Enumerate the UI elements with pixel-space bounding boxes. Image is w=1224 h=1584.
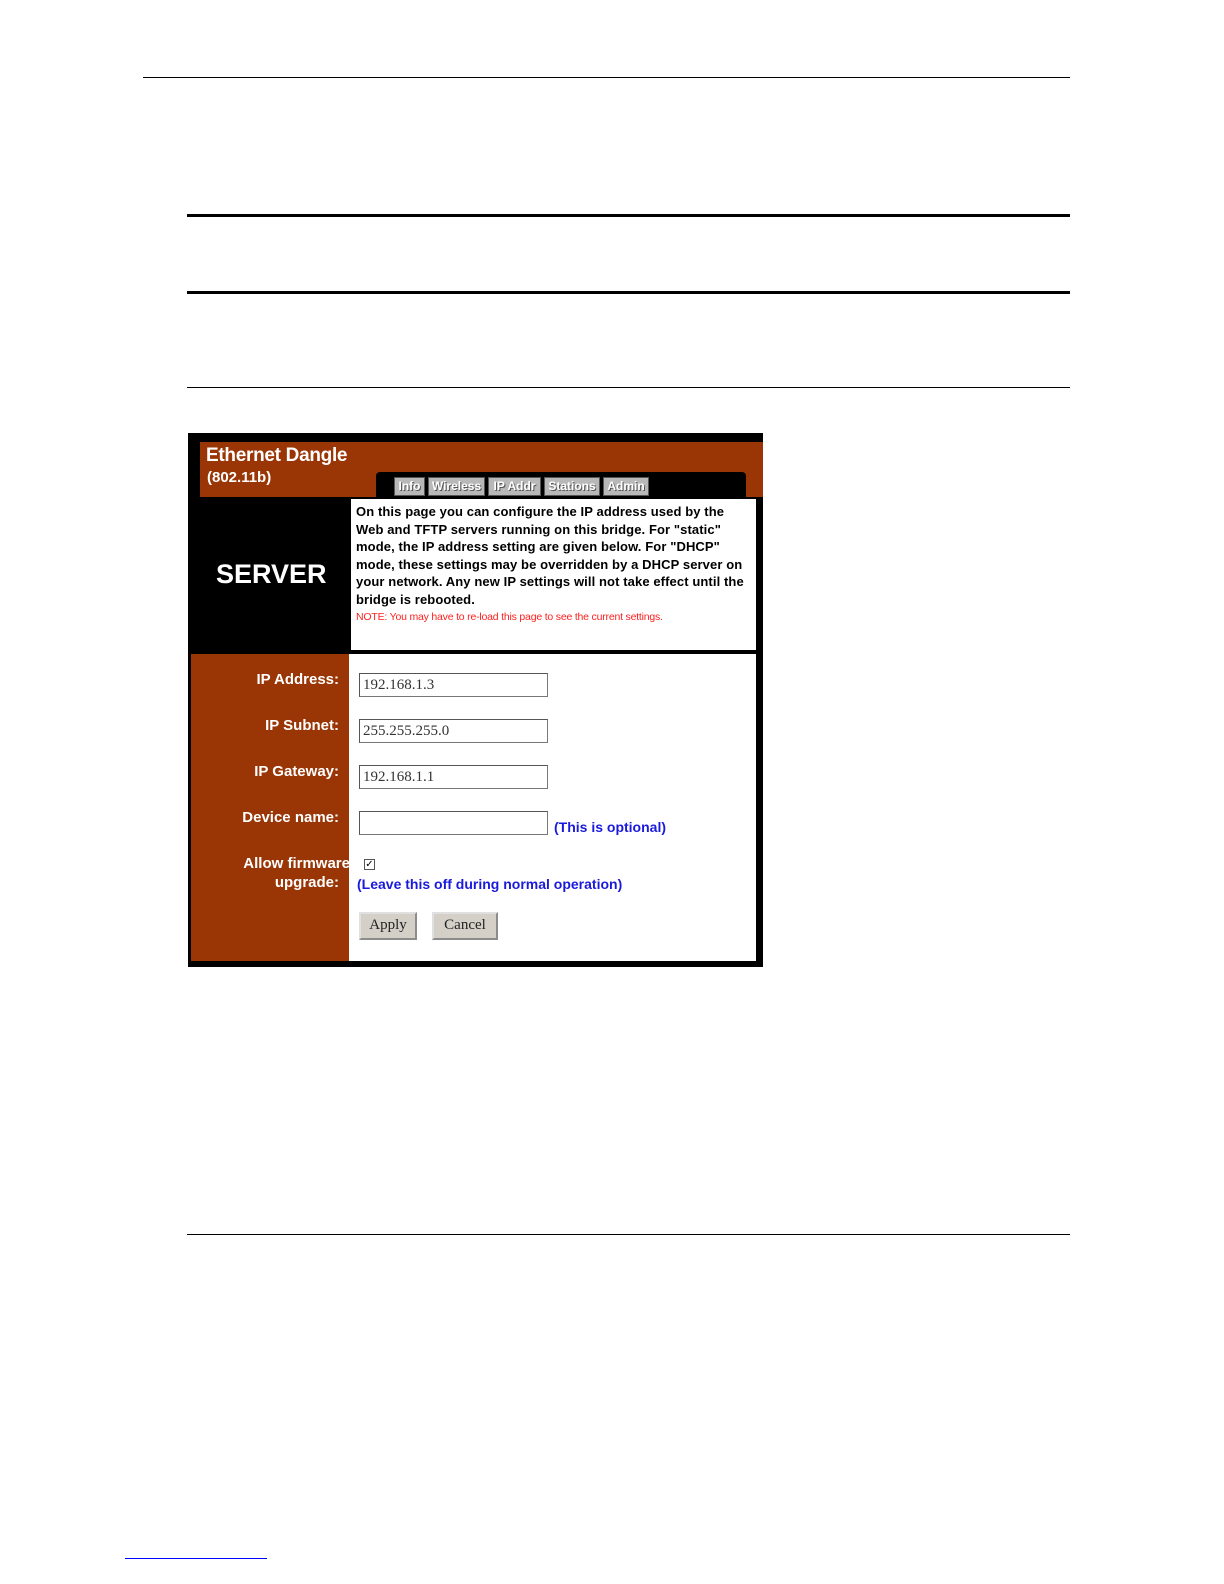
- firmware-label-line1: Allow firmware: [243, 855, 350, 872]
- tab-wireless[interactable]: Wireless: [428, 477, 485, 496]
- page-header-rule: [143, 77, 1070, 78]
- device-name-hint: (This is optional): [554, 819, 666, 835]
- section-note: NOTE: You may have to re-load this page to see the current settings.: [356, 610, 663, 623]
- divider-rule-lower: [187, 1234, 1070, 1235]
- tab-bar: [376, 472, 746, 497]
- labels-column: [191, 654, 349, 961]
- ip-address-input[interactable]: [359, 673, 548, 697]
- tab-info[interactable]: Info: [394, 477, 425, 496]
- section-rule-bottom: [187, 291, 1070, 294]
- section-title: SERVER: [216, 559, 327, 589]
- footer-link-underline: [125, 1558, 267, 1559]
- firmware-hint: (Leave this off during normal operation): [357, 876, 623, 892]
- firmware-label-line2: upgrade:: [274, 874, 339, 891]
- checkmark-icon: ✓: [365, 859, 374, 870]
- app-header: [200, 442, 763, 497]
- ip-gateway-input[interactable]: [359, 765, 548, 789]
- section-description: On this page you can configure the IP address used by the Web and TFTP servers running on this bridge. For "static" mode, the IP address setting are given below. For "DHCP" mode, these settings may be overridden by a DHCP server on your network. Any new IP settings will not take effect until the bridge is rebooted.: [356, 504, 744, 607]
- ip-address-label: IP Address:: [256, 671, 339, 688]
- section-rule-top: [187, 214, 1070, 217]
- info-panel: [349, 497, 758, 652]
- apply-button[interactable]: Apply: [359, 912, 417, 940]
- ip-gateway-label: IP Gateway:: [254, 763, 339, 780]
- section-title-panel: [191, 497, 349, 652]
- ip-subnet-label: IP Subnet:: [265, 717, 339, 734]
- tab-stations[interactable]: Stations: [544, 477, 600, 496]
- app-title: Ethernet Dangle: [206, 445, 348, 466]
- device-name-input[interactable]: [359, 811, 548, 835]
- cancel-button[interactable]: Cancel: [432, 912, 498, 940]
- divider-rule: [187, 387, 1070, 388]
- firmware-upgrade-checkbox[interactable]: [364, 859, 375, 870]
- tab-ip-addr[interactable]: IP Addr: [488, 477, 541, 496]
- app-subtitle: (802.11b): [207, 469, 272, 486]
- router-config-window: [188, 433, 763, 967]
- tab-admin[interactable]: Admin: [603, 477, 649, 496]
- ip-subnet-input[interactable]: [359, 719, 548, 743]
- device-name-label: Device name:: [242, 809, 339, 826]
